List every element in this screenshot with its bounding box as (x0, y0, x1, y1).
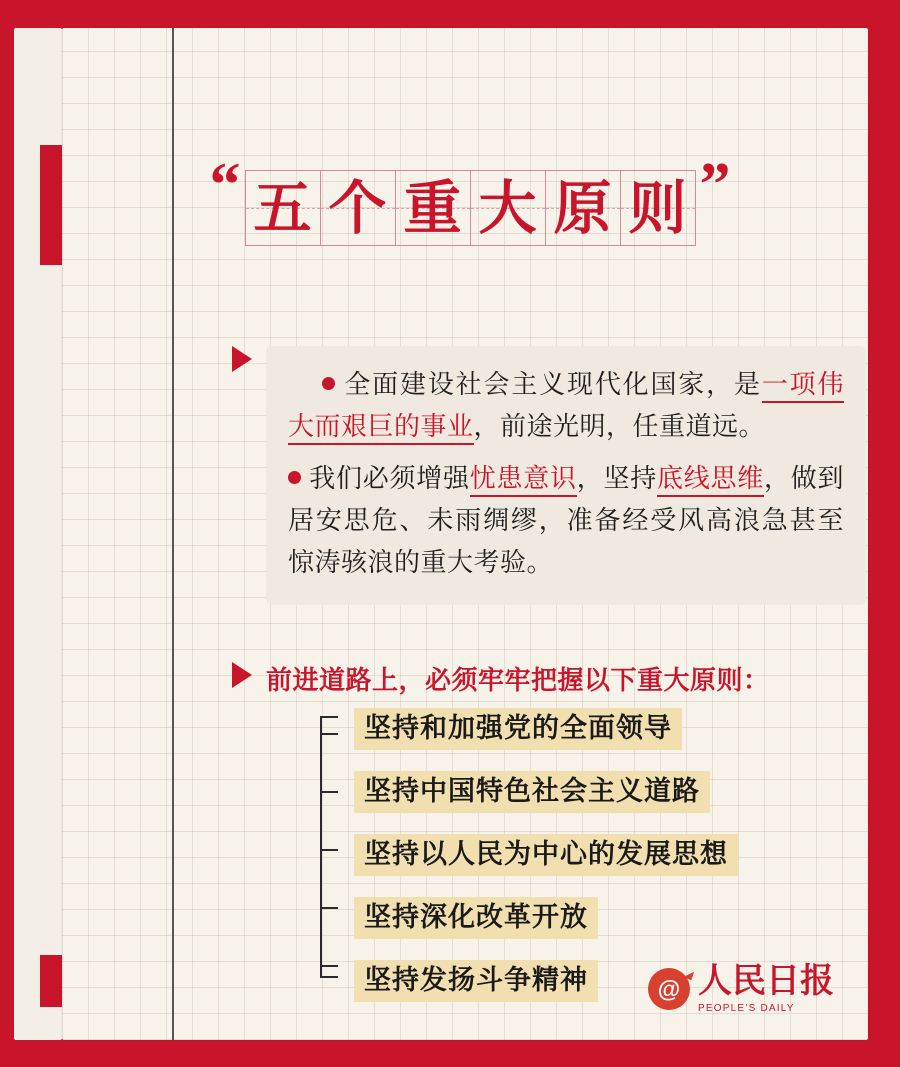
at-symbol-icon: @ (648, 968, 690, 1010)
title-char-5 (546, 170, 621, 246)
triangle-marker-icon-2 (232, 662, 252, 688)
title-char-4-text: 大 (478, 174, 537, 242)
paragraph-1-seg-3: ，前途光明，任重道远。 (473, 412, 766, 443)
list-brace-bracket (320, 716, 338, 978)
title-character-grid (245, 170, 696, 246)
triangle-marker-icon-1 (232, 346, 252, 372)
paragraph-1-highlight: 一项伟大而艰巨的事业 (288, 370, 844, 445)
quote-close-mark: ” (699, 151, 731, 219)
title-char-1 (245, 170, 321, 246)
title-char-2-text: 个 (328, 174, 387, 242)
list-tick-3 (320, 849, 338, 851)
list-item: 坚持深化改革开放 (354, 897, 598, 939)
paragraph-card (266, 346, 866, 605)
logo-name-en: PEOPLE’S DAILY (698, 1003, 795, 1014)
title-char-3-text: 重 (403, 174, 462, 242)
logo-text-stack (698, 961, 834, 1014)
quote-open-mark: “ (209, 151, 241, 219)
list-item: 坚持中国特色社会主义道路 (354, 771, 710, 813)
publisher-logo (648, 961, 834, 1014)
paragraph-2-highlight-2: 底线思维 (657, 464, 764, 497)
list-item: 坚持和加强党的全面领导 (354, 708, 682, 750)
title-char-1-text: 五 (253, 174, 312, 242)
paragraph-2-seg-1: 我们必须增强 (309, 464, 470, 495)
paragraph-1-seg-1: 全面建设社会主义现代化国家，是 (343, 370, 762, 400)
list-tick-5 (320, 965, 338, 967)
list-tick-1 (320, 733, 338, 735)
paragraph-2-seg-5: ，做到居安思危、未雨绸缪，准备经受风高浪急甚至惊涛骇浪的重大考验。 (288, 464, 844, 579)
title-char-4 (471, 170, 546, 246)
list-item: 坚持以人民为中心的发展思想 (354, 834, 738, 876)
title-char-6 (621, 170, 696, 246)
paragraph-1 (288, 364, 844, 448)
title-char-6-text: 则 (628, 174, 687, 242)
paragraph-2-seg-3: ，坚持 (576, 464, 657, 495)
paragraph-2-highlight-1: 忧患意识 (470, 464, 577, 497)
bullet-dot-icon-2 (288, 471, 301, 484)
page-title (160, 148, 780, 268)
paper-sheet (62, 28, 868, 1040)
paragraph-2 (288, 458, 844, 584)
title-char-5-text: 原 (553, 174, 612, 242)
bullet-dot-icon-1 (322, 377, 335, 390)
logo-name-cn: 人民日报 (698, 961, 834, 1001)
title-char-2 (321, 170, 396, 246)
list-tick-4 (320, 907, 338, 909)
list-tick-2 (320, 791, 338, 793)
lead-in-text: 前进道路上，必须牢牢把握以下重大原则： (266, 666, 770, 696)
list-item: 坚持发扬斗争精神 (354, 960, 598, 1002)
title-char-3 (396, 170, 471, 246)
